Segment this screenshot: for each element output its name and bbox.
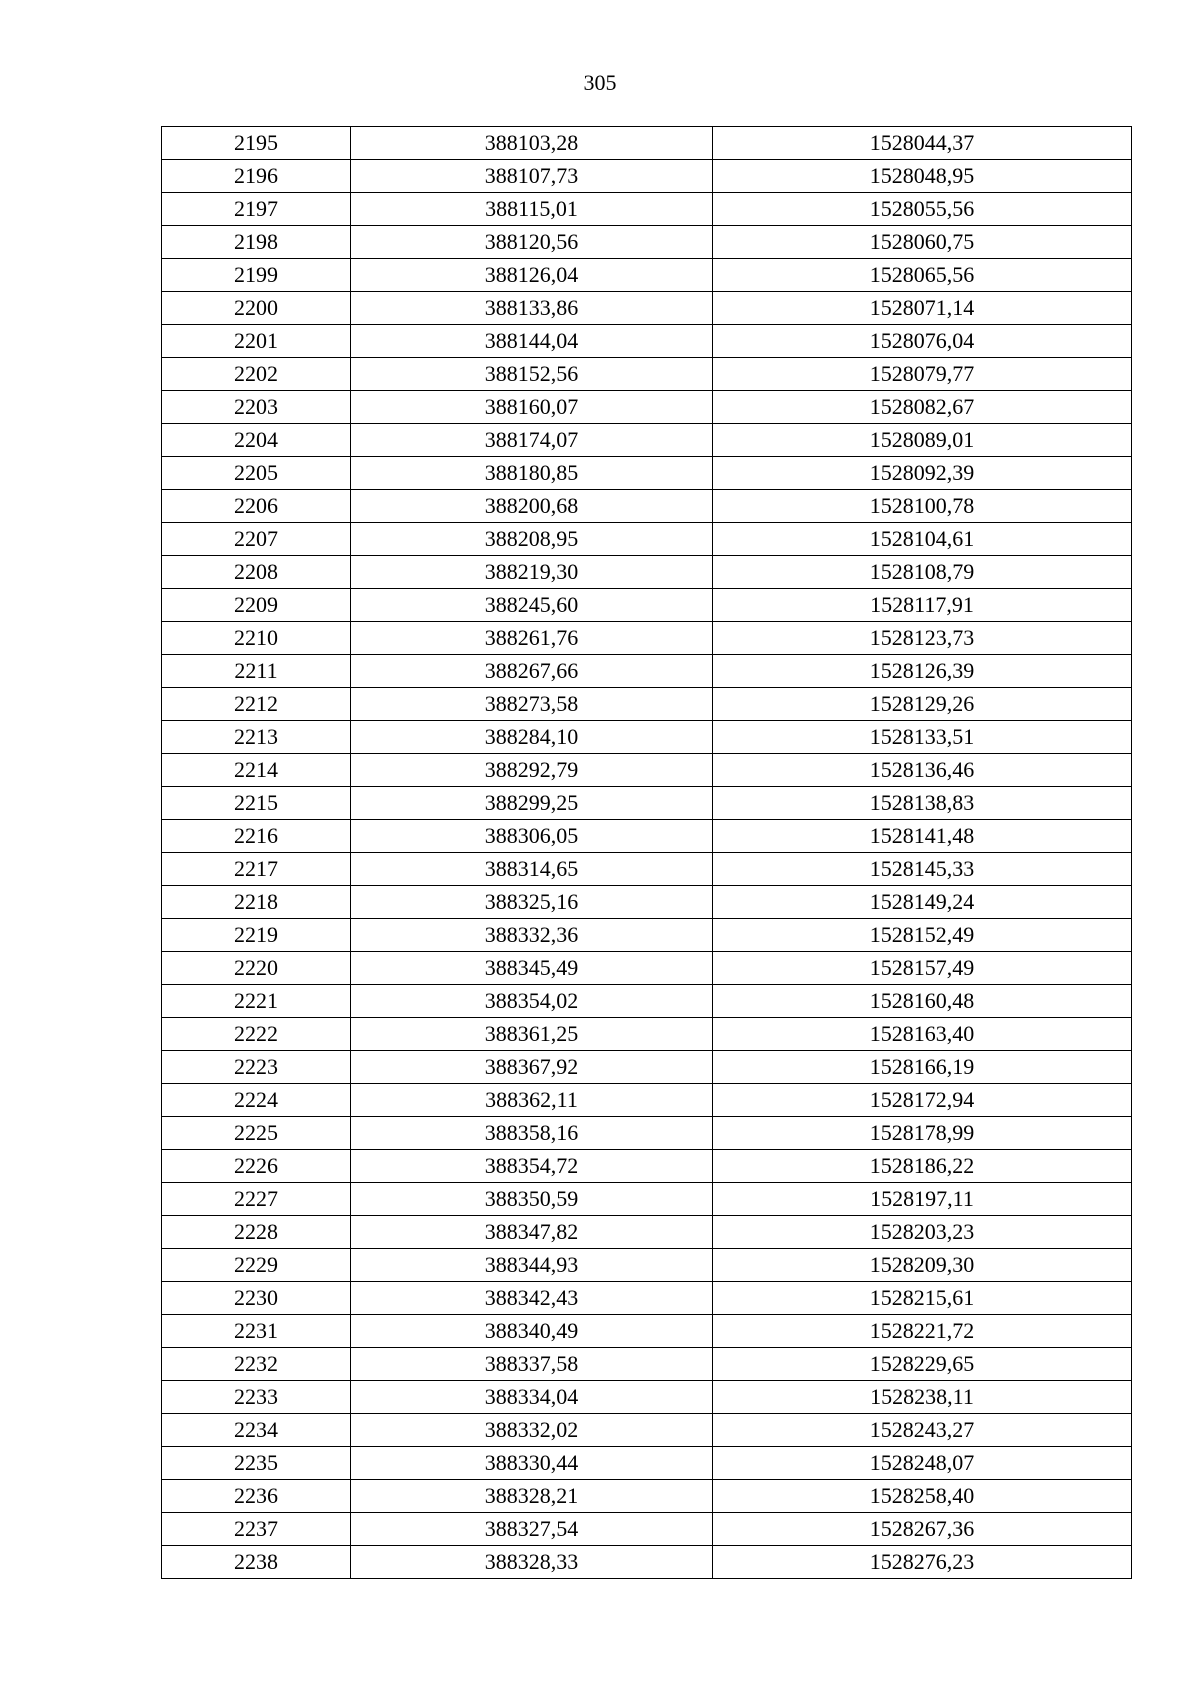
y-coordinate-cell: 1528117,91 (713, 589, 1132, 622)
x-coordinate-cell: 388208,95 (351, 523, 713, 556)
coordinates-table-body (162, 127, 1132, 1579)
point-number-cell: 2236 (162, 1480, 351, 1513)
point-number-cell: 2212 (162, 688, 351, 721)
y-coordinate-cell: 1528186,22 (713, 1150, 1132, 1183)
x-coordinate-cell: 388354,02 (351, 985, 713, 1018)
point-number-cell: 2233 (162, 1381, 351, 1414)
y-coordinate-cell: 1528133,51 (713, 721, 1132, 754)
x-coordinate-cell: 388299,25 (351, 787, 713, 820)
table-row (162, 1480, 1132, 1513)
x-coordinate-cell: 388367,92 (351, 1051, 713, 1084)
point-number-cell: 2232 (162, 1348, 351, 1381)
x-coordinate-cell: 388126,04 (351, 259, 713, 292)
y-coordinate-cell: 1528215,61 (713, 1282, 1132, 1315)
point-number-cell: 2201 (162, 325, 351, 358)
x-coordinate-cell: 388115,01 (351, 193, 713, 226)
y-coordinate-cell: 1528123,73 (713, 622, 1132, 655)
table-row (162, 1216, 1132, 1249)
y-coordinate-cell: 1528163,40 (713, 1018, 1132, 1051)
table-row (162, 1117, 1132, 1150)
table-row (162, 622, 1132, 655)
point-number-cell: 2224 (162, 1084, 351, 1117)
table-row (162, 292, 1132, 325)
table-row (162, 655, 1132, 688)
x-coordinate-cell: 388328,33 (351, 1546, 713, 1579)
x-coordinate-cell: 388334,04 (351, 1381, 713, 1414)
table-row (162, 919, 1132, 952)
table-row (162, 127, 1132, 160)
y-coordinate-cell: 1528100,78 (713, 490, 1132, 523)
y-coordinate-cell: 1528092,39 (713, 457, 1132, 490)
point-number-cell: 2214 (162, 754, 351, 787)
table-row (162, 1084, 1132, 1117)
table-row (162, 325, 1132, 358)
table-row (162, 193, 1132, 226)
point-number-cell: 2204 (162, 424, 351, 457)
y-coordinate-cell: 1528145,33 (713, 853, 1132, 886)
point-number-cell: 2225 (162, 1117, 351, 1150)
x-coordinate-cell: 388174,07 (351, 424, 713, 457)
point-number-cell: 2199 (162, 259, 351, 292)
x-coordinate-cell: 388180,85 (351, 457, 713, 490)
x-coordinate-cell: 388361,25 (351, 1018, 713, 1051)
table-row (162, 721, 1132, 754)
y-coordinate-cell: 1528197,11 (713, 1183, 1132, 1216)
table-row (162, 523, 1132, 556)
x-coordinate-cell: 388103,28 (351, 127, 713, 160)
point-number-cell: 2220 (162, 952, 351, 985)
y-coordinate-cell: 1528141,48 (713, 820, 1132, 853)
x-coordinate-cell: 388362,11 (351, 1084, 713, 1117)
point-number-cell: 2237 (162, 1513, 351, 1546)
point-number-cell: 2230 (162, 1282, 351, 1315)
x-coordinate-cell: 388330,44 (351, 1447, 713, 1480)
x-coordinate-cell: 388358,16 (351, 1117, 713, 1150)
y-coordinate-cell: 1528129,26 (713, 688, 1132, 721)
point-number-cell: 2213 (162, 721, 351, 754)
table-row (162, 688, 1132, 721)
point-number-cell: 2235 (162, 1447, 351, 1480)
x-coordinate-cell: 388160,07 (351, 391, 713, 424)
x-coordinate-cell: 388267,66 (351, 655, 713, 688)
table-row (162, 754, 1132, 787)
x-coordinate-cell: 388144,04 (351, 325, 713, 358)
x-coordinate-cell: 388340,49 (351, 1315, 713, 1348)
y-coordinate-cell: 1528203,23 (713, 1216, 1132, 1249)
table-row (162, 160, 1132, 193)
point-number-cell: 2223 (162, 1051, 351, 1084)
y-coordinate-cell: 1528166,19 (713, 1051, 1132, 1084)
point-number-cell: 2207 (162, 523, 351, 556)
y-coordinate-cell: 1528048,95 (713, 160, 1132, 193)
point-number-cell: 2203 (162, 391, 351, 424)
table-row (162, 490, 1132, 523)
y-coordinate-cell: 1528152,49 (713, 919, 1132, 952)
x-coordinate-cell: 388245,60 (351, 589, 713, 622)
y-coordinate-cell: 1528172,94 (713, 1084, 1132, 1117)
x-coordinate-cell: 388345,49 (351, 952, 713, 985)
point-number-cell: 2208 (162, 556, 351, 589)
point-number-cell: 2221 (162, 985, 351, 1018)
table-row (162, 1051, 1132, 1084)
table-row (162, 391, 1132, 424)
table-row (162, 457, 1132, 490)
table-row (162, 1150, 1132, 1183)
point-number-cell: 2219 (162, 919, 351, 952)
x-coordinate-cell: 388284,10 (351, 721, 713, 754)
table-row (162, 358, 1132, 391)
y-coordinate-cell: 1528238,11 (713, 1381, 1132, 1414)
y-coordinate-cell: 1528178,99 (713, 1117, 1132, 1150)
y-coordinate-cell: 1528138,83 (713, 787, 1132, 820)
x-coordinate-cell: 388306,05 (351, 820, 713, 853)
y-coordinate-cell: 1528126,39 (713, 655, 1132, 688)
point-number-cell: 2234 (162, 1414, 351, 1447)
point-number-cell: 2202 (162, 358, 351, 391)
point-number-cell: 2217 (162, 853, 351, 886)
y-coordinate-cell: 1528160,48 (713, 985, 1132, 1018)
y-coordinate-cell: 1528044,37 (713, 127, 1132, 160)
x-coordinate-cell: 388219,30 (351, 556, 713, 589)
table-row (162, 259, 1132, 292)
x-coordinate-cell: 388332,02 (351, 1414, 713, 1447)
table-row (162, 424, 1132, 457)
x-coordinate-cell: 388152,56 (351, 358, 713, 391)
x-coordinate-cell: 388354,72 (351, 1150, 713, 1183)
x-coordinate-cell: 388344,93 (351, 1249, 713, 1282)
y-coordinate-cell: 1528229,65 (713, 1348, 1132, 1381)
table-row (162, 226, 1132, 259)
table-row (162, 985, 1132, 1018)
table-row (162, 1282, 1132, 1315)
y-coordinate-cell: 1528248,07 (713, 1447, 1132, 1480)
point-number-cell: 2238 (162, 1546, 351, 1579)
table-row (162, 1447, 1132, 1480)
x-coordinate-cell: 388200,68 (351, 490, 713, 523)
table-row (162, 952, 1132, 985)
y-coordinate-cell: 1528055,56 (713, 193, 1132, 226)
point-number-cell: 2195 (162, 127, 351, 160)
y-coordinate-cell: 1528071,14 (713, 292, 1132, 325)
x-coordinate-cell: 388133,86 (351, 292, 713, 325)
x-coordinate-cell: 388328,21 (351, 1480, 713, 1513)
table-row (162, 853, 1132, 886)
table-row (162, 1513, 1132, 1546)
table-row (162, 820, 1132, 853)
y-coordinate-cell: 1528149,24 (713, 886, 1132, 919)
table-row (162, 1414, 1132, 1447)
y-coordinate-cell: 1528076,04 (713, 325, 1132, 358)
point-number-cell: 2215 (162, 787, 351, 820)
point-number-cell: 2211 (162, 655, 351, 688)
point-number-cell: 2218 (162, 886, 351, 919)
table-row (162, 589, 1132, 622)
point-number-cell: 2227 (162, 1183, 351, 1216)
table-row (162, 1315, 1132, 1348)
table-row (162, 1183, 1132, 1216)
y-coordinate-cell: 1528108,79 (713, 556, 1132, 589)
table-row (162, 787, 1132, 820)
x-coordinate-cell: 388325,16 (351, 886, 713, 919)
y-coordinate-cell: 1528136,46 (713, 754, 1132, 787)
table-row (162, 1381, 1132, 1414)
point-number-cell: 2200 (162, 292, 351, 325)
coordinates-table (161, 126, 1132, 1579)
x-coordinate-cell: 388337,58 (351, 1348, 713, 1381)
point-number-cell: 2229 (162, 1249, 351, 1282)
x-coordinate-cell: 388292,79 (351, 754, 713, 787)
point-number-cell: 2231 (162, 1315, 351, 1348)
x-coordinate-cell: 388327,54 (351, 1513, 713, 1546)
y-coordinate-cell: 1528082,67 (713, 391, 1132, 424)
x-coordinate-cell: 388350,59 (351, 1183, 713, 1216)
table-row (162, 886, 1132, 919)
x-coordinate-cell: 388273,58 (351, 688, 713, 721)
table-row (162, 556, 1132, 589)
table-row (162, 1249, 1132, 1282)
x-coordinate-cell: 388342,43 (351, 1282, 713, 1315)
y-coordinate-cell: 1528157,49 (713, 952, 1132, 985)
x-coordinate-cell: 388332,36 (351, 919, 713, 952)
point-number-cell: 2216 (162, 820, 351, 853)
x-coordinate-cell: 388261,76 (351, 622, 713, 655)
point-number-cell: 2209 (162, 589, 351, 622)
x-coordinate-cell: 388347,82 (351, 1216, 713, 1249)
y-coordinate-cell: 1528258,40 (713, 1480, 1132, 1513)
point-number-cell: 2196 (162, 160, 351, 193)
y-coordinate-cell: 1528089,01 (713, 424, 1132, 457)
point-number-cell: 2210 (162, 622, 351, 655)
point-number-cell: 2222 (162, 1018, 351, 1051)
y-coordinate-cell: 1528104,61 (713, 523, 1132, 556)
y-coordinate-cell: 1528243,27 (713, 1414, 1132, 1447)
point-number-cell: 2197 (162, 193, 351, 226)
y-coordinate-cell: 1528060,75 (713, 226, 1132, 259)
point-number-cell: 2226 (162, 1150, 351, 1183)
y-coordinate-cell: 1528276,23 (713, 1546, 1132, 1579)
point-number-cell: 2205 (162, 457, 351, 490)
y-coordinate-cell: 1528267,36 (713, 1513, 1132, 1546)
table-row (162, 1018, 1132, 1051)
point-number-cell: 2198 (162, 226, 351, 259)
y-coordinate-cell: 1528221,72 (713, 1315, 1132, 1348)
x-coordinate-cell: 388314,65 (351, 853, 713, 886)
table-row (162, 1546, 1132, 1579)
table-row (162, 1348, 1132, 1381)
y-coordinate-cell: 1528065,56 (713, 259, 1132, 292)
y-coordinate-cell: 1528209,30 (713, 1249, 1132, 1282)
point-number-cell: 2206 (162, 490, 351, 523)
point-number-cell: 2228 (162, 1216, 351, 1249)
y-coordinate-cell: 1528079,77 (713, 358, 1132, 391)
page-number: 305 (583, 70, 617, 95)
x-coordinate-cell: 388107,73 (351, 160, 713, 193)
x-coordinate-cell: 388120,56 (351, 226, 713, 259)
